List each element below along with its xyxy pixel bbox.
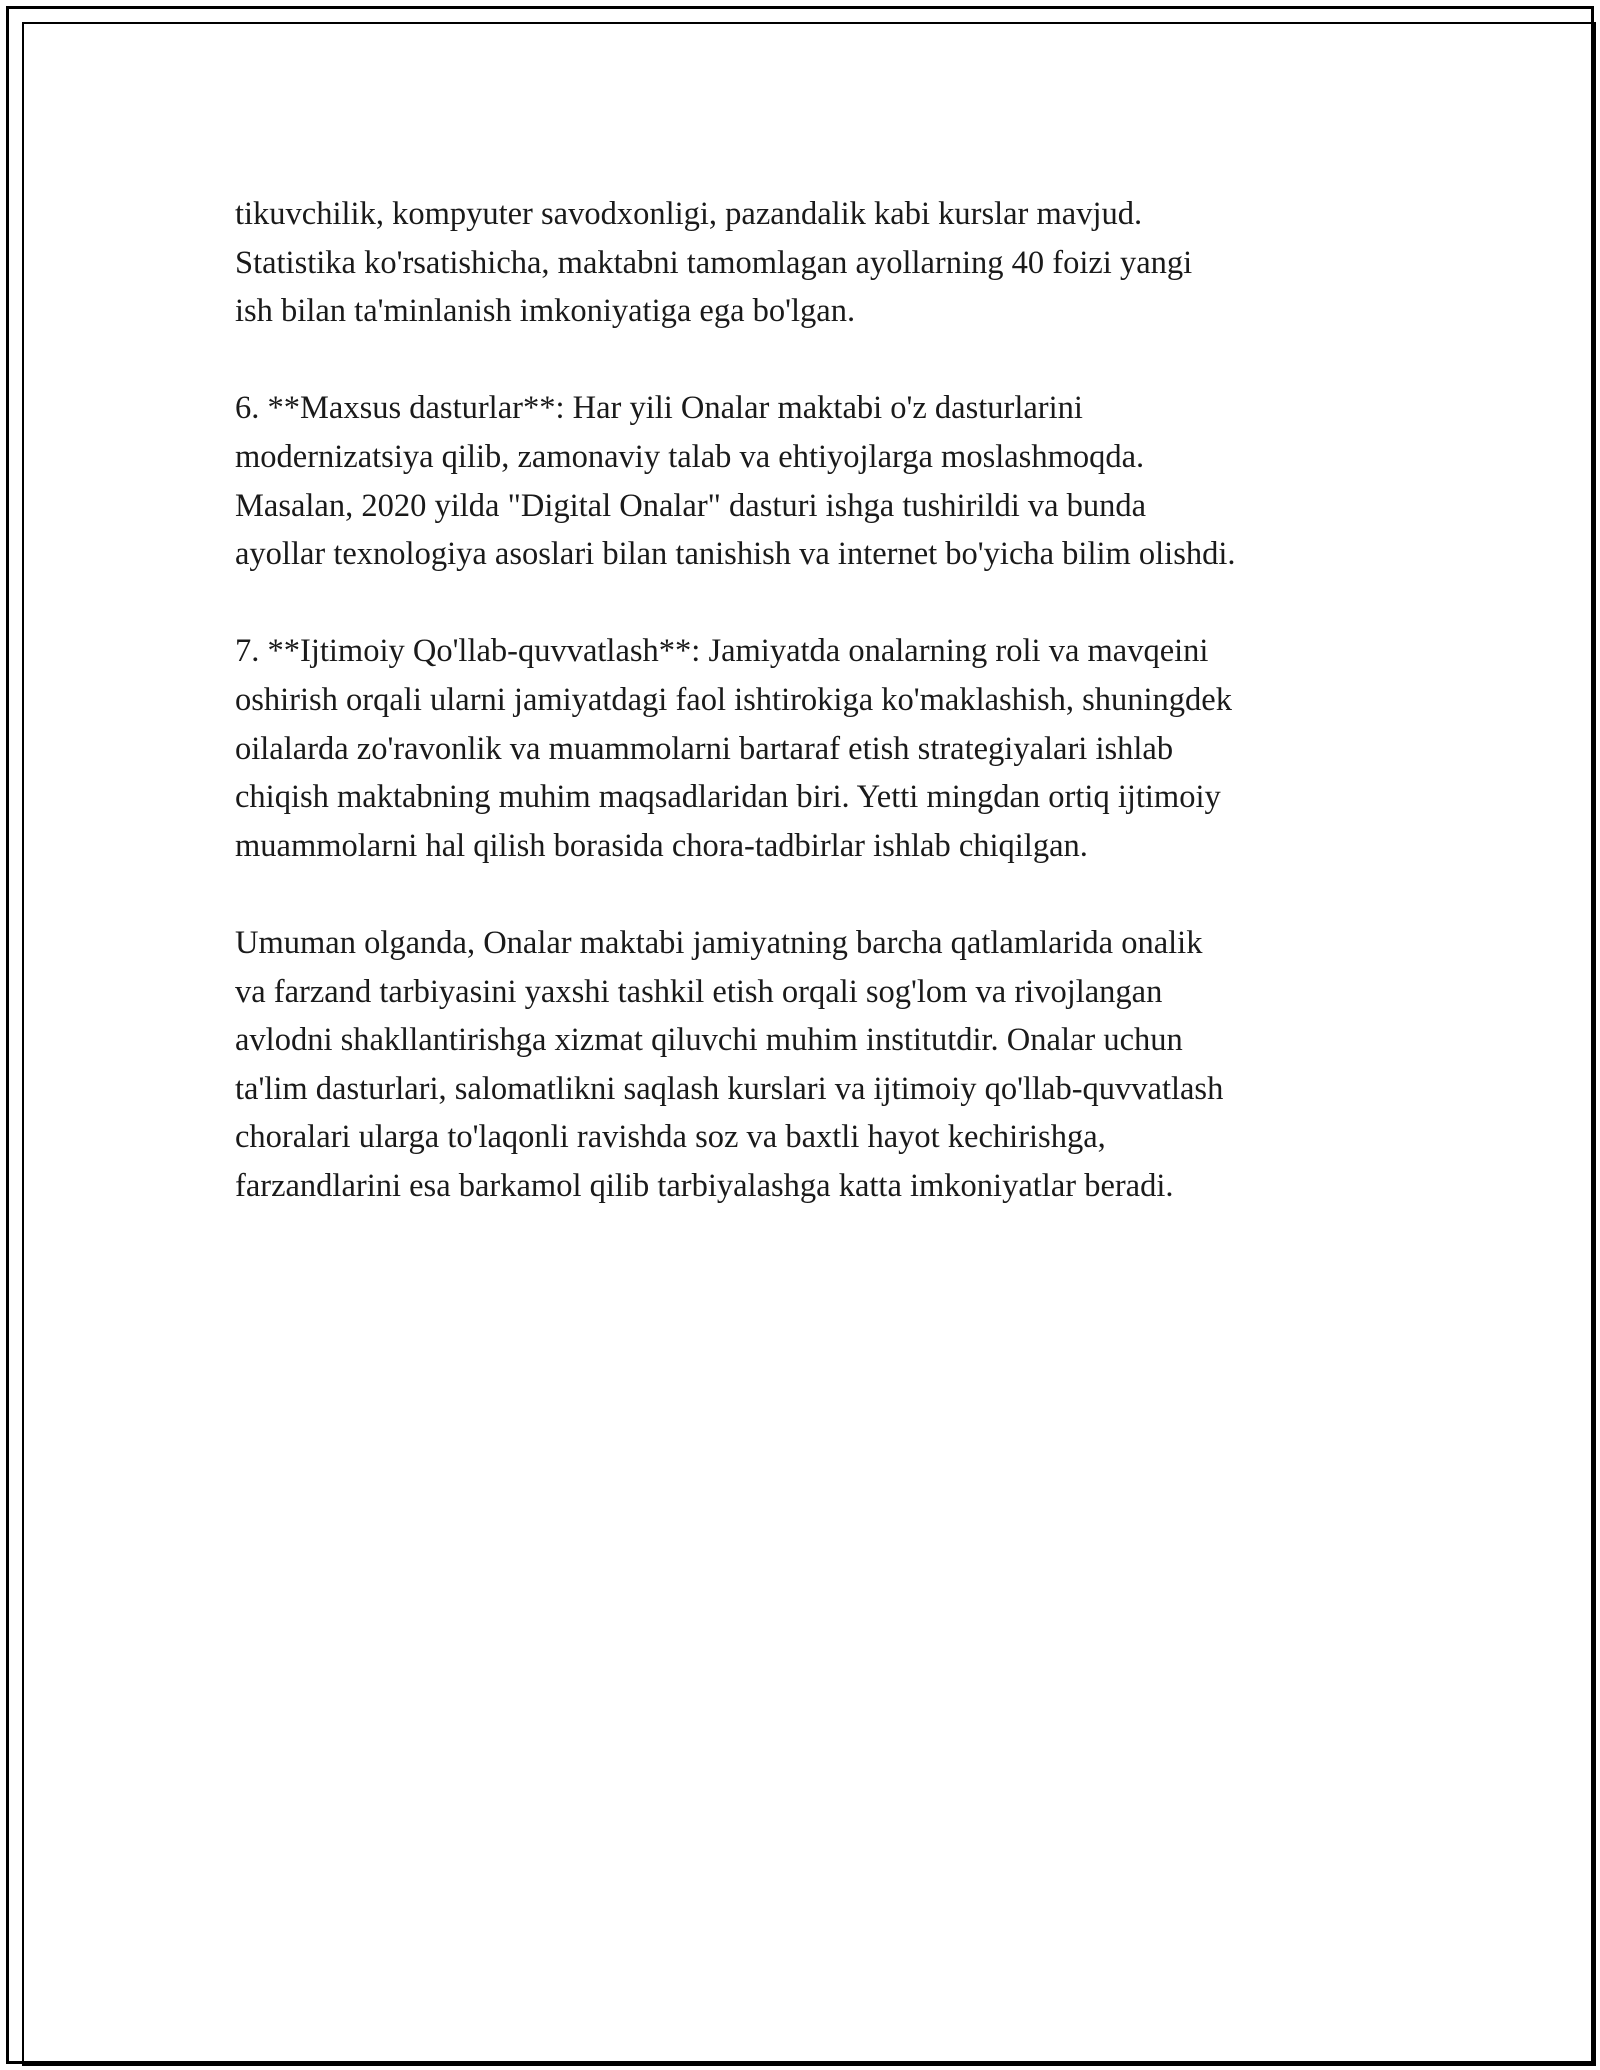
text-line: tikuvchilik, kompyuter savodxonligi, pazandalik kabi kurslar mavjud. [235,196,1143,232]
text-line: oshirish orqali ularni jamiyatdagi faol ishtirokiga ko'maklashish, shuningdek [235,681,1232,718]
paragraph-special-programs [235,384,1415,578]
text-line: farzandlarini esa barkamol qilib tarbiyalashga katta imkoniyatlar beradi. [235,1167,1174,1204]
text-line: chiqish maktabning muhim maqsadlaridan biri. Yetti mingdan ortiq ijtimoiy [235,779,1221,816]
paragraph-courses [235,190,1415,336]
text-line: va farzand tarbiyasini yaxshi tashkil etish orqali sog'lom va rivojlangan [235,973,1163,1010]
paragraph-social-support [235,627,1415,870]
text-line: modernizatsiya qilib, zamonaviy talab va ehtiyojlarga moslashmoqda. [235,438,1145,475]
text-line: Umuman olganda, Onalar maktabi jamiyatning barcha qatlamlarida onalik [235,924,1203,961]
text-line: 6. **Maxsus dasturlar**: Har yili Onalar maktabi o'z dasturlarini [235,390,1083,427]
paragraph-conclusion [235,919,1415,1211]
text-line: Masalan, 2020 yilda "Digital Onalar" dasturi ishga tushirildi va bunda [235,487,1147,524]
text-line: 7. **Ijtimoiy Qo'llab-quvvatlash**: Jamiyatda onalarning roli va mavqeini [235,633,1209,670]
text-line: muammolarni hal qilish borasida chora-tadbirlar ishlab chiqilgan. [235,827,1088,864]
text-line: Statistika ko'rsatishicha, maktabni tamomlagan ayollarning 40 foizi yangi [235,244,1193,281]
text-line: avlodni shakllantirishga xizmat qiluvchi muhim institutdir. Onalar uchun [235,1022,1183,1059]
text-line: ayollar texnologiya asoslari bilan tanishish va internet bo'yicha bilim olishdi. [235,536,1236,573]
document-body [235,190,1415,1259]
text-line: ta'lim dasturlari, salomatlikni saqlash kurslari va ijtimoiy qo'llab-quvvatlash [235,1070,1224,1107]
text-line: choralari ularga to'laqonli ravishda soz va baxtli hayot kechirishga, [235,1119,1106,1156]
text-line: oilalarda zo'ravonlik va muammolarni bartaraf etish strategiyalari ishlab [235,730,1174,767]
text-line: ish bilan ta'minlanish imkoniyatiga ega bo'lgan. [235,293,856,330]
